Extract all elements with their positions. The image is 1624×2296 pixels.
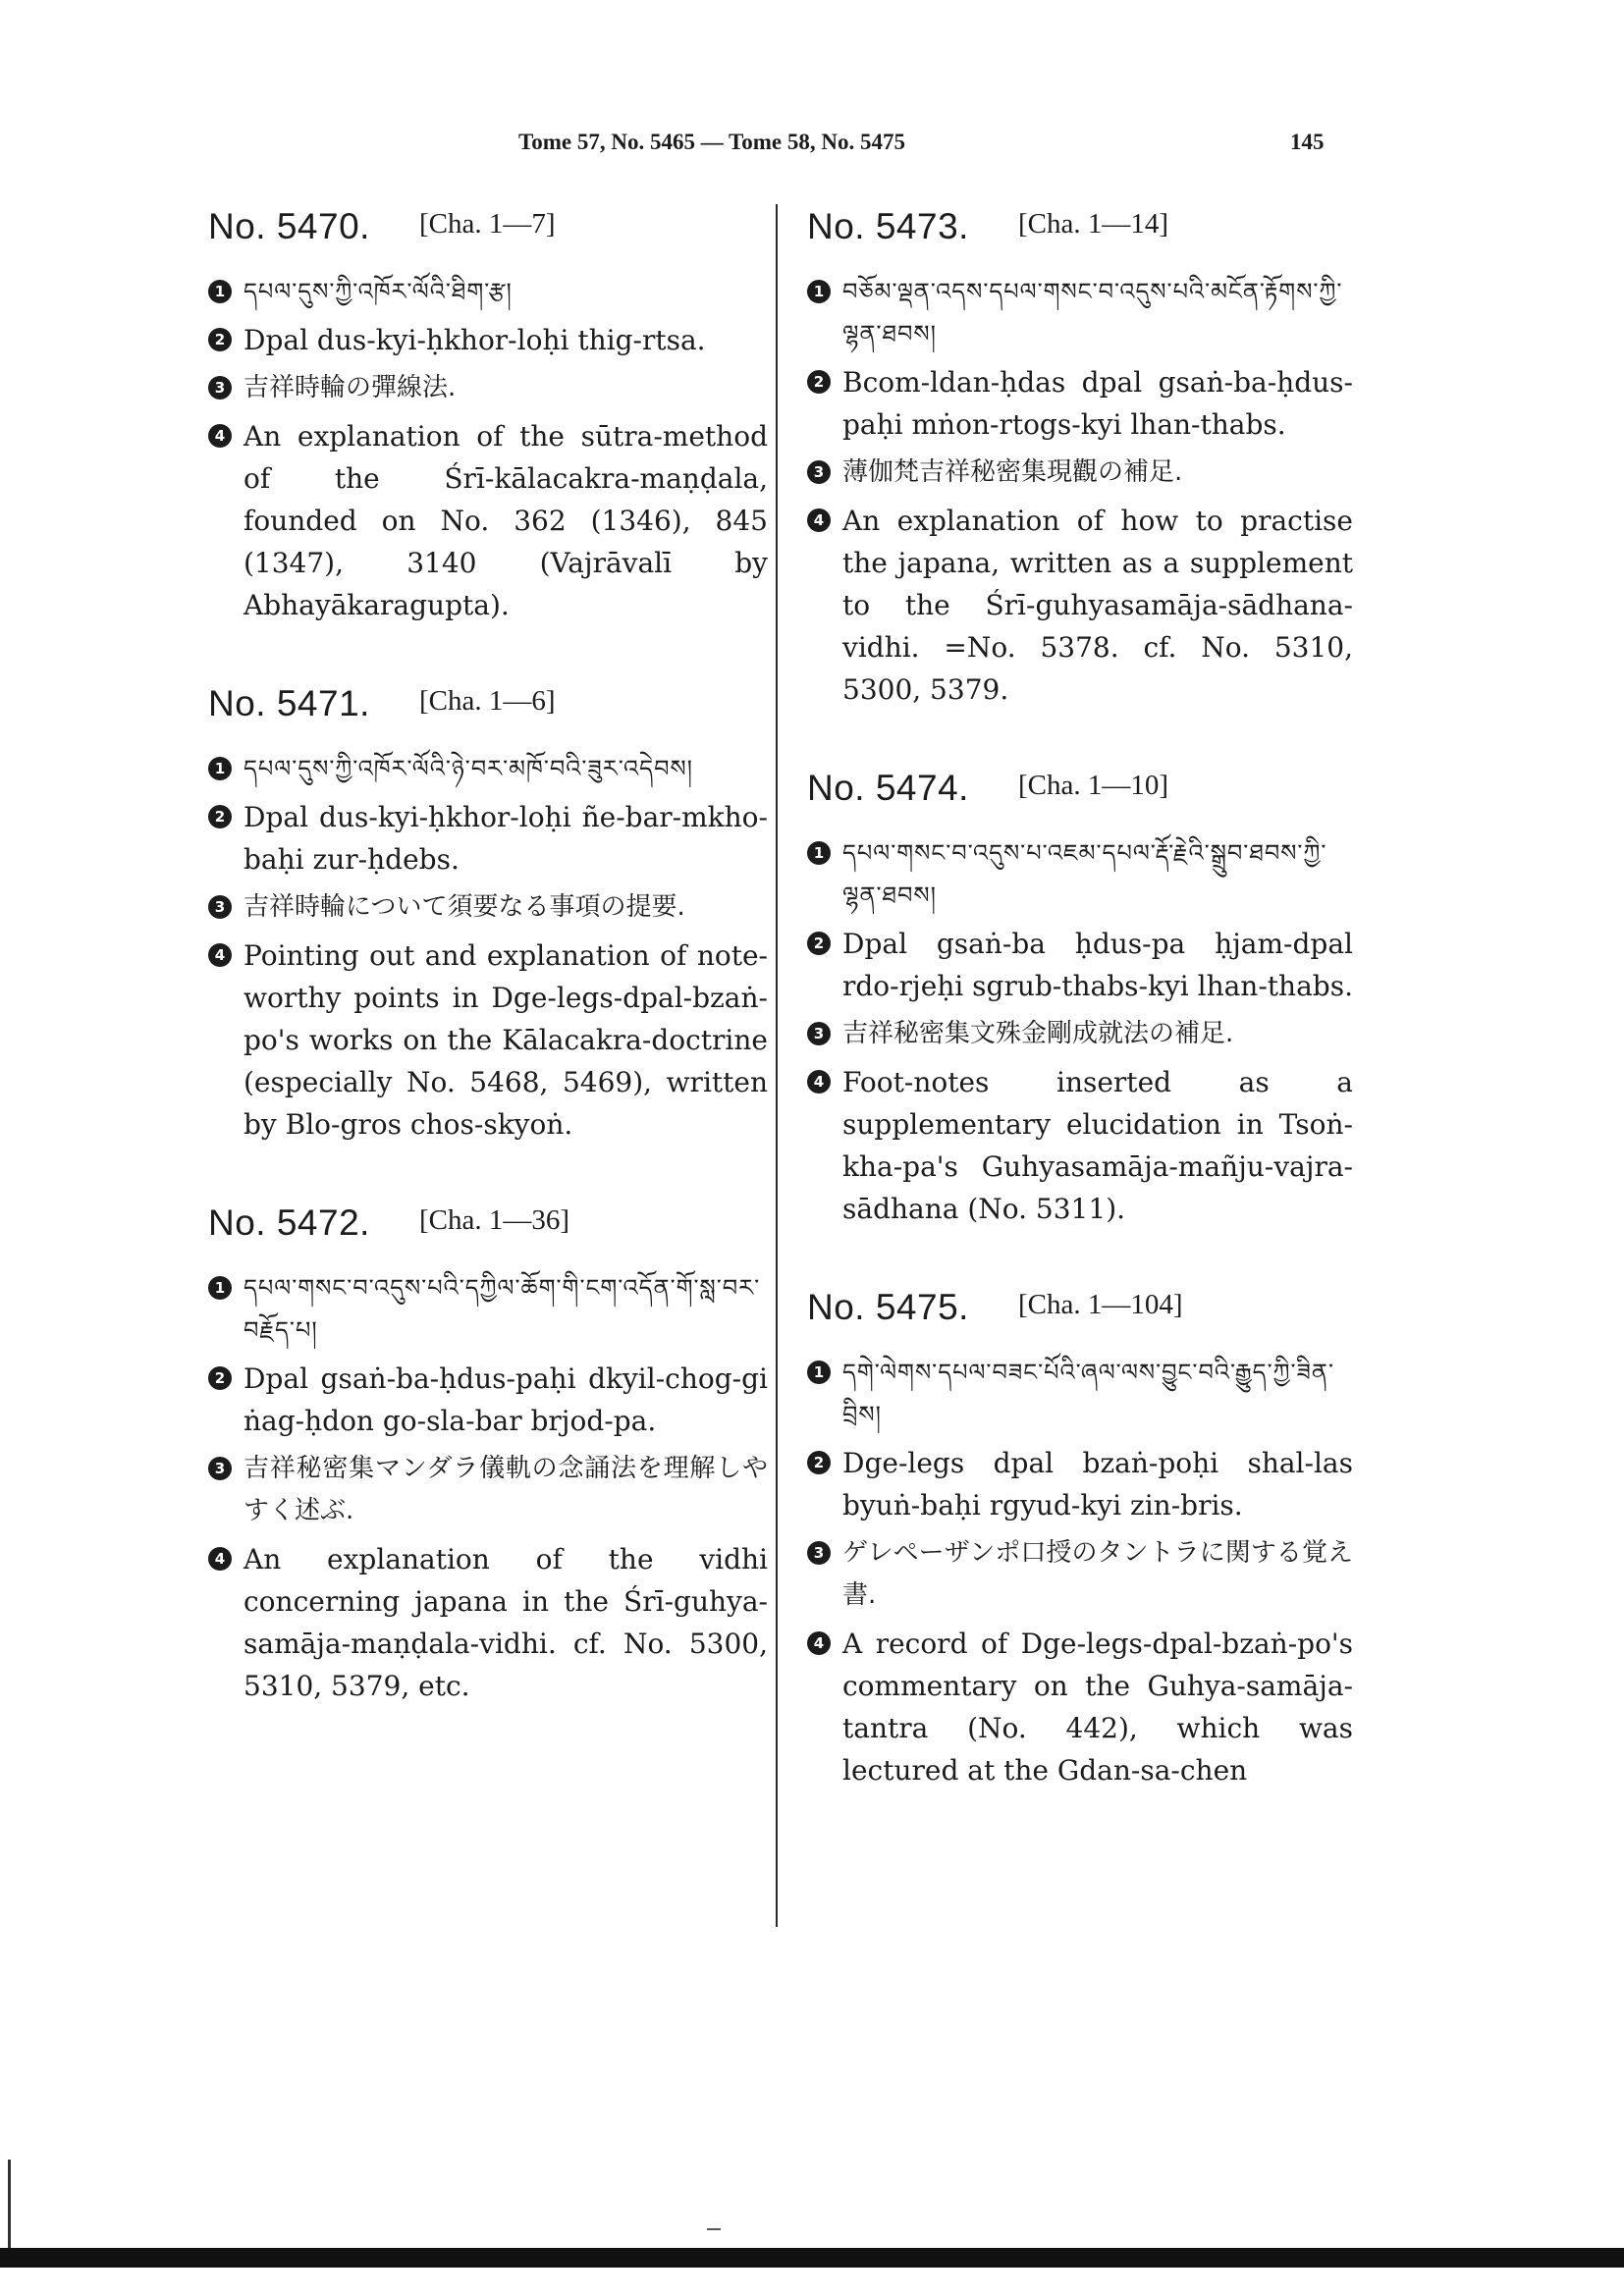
catalog-entry (807, 1287, 1353, 1791)
entry-heading (807, 206, 1353, 247)
entry-heading (807, 768, 1353, 809)
right-column (807, 206, 1353, 1848)
japanese-title: 吉祥時輪について須要なる事項の提要. (244, 892, 685, 922)
tibetan-title: དགེ་ལེགས་དཔལ་བཟང་པོའི་ཞལ་ལས་བྱུང་བའི་རྒྱུད་ཀྱི་ཟིན་བྲིས། (842, 1359, 1334, 1428)
description-field (807, 1061, 1353, 1230)
circled-number-2-icon: 2 (208, 1366, 232, 1390)
transliteration: Dpal dus-kyi-ḥkhor-loḥi thig-rtsa. (244, 324, 706, 356)
circled-number-1-icon: 1 (807, 1361, 831, 1384)
japanese-title: 薄伽梵吉祥秘密集現觀の補足. (842, 457, 1183, 487)
description: An explanation of the sūtra-method of the Śrī-kālacakra-maṇḍala, founded on No. 362 (1346), 845 (1347), 3140 (Vajrāvalī by Abhayākaragupta). (244, 420, 768, 621)
japanese-title-field (208, 1448, 768, 1532)
transliteration: Bcom-ldan-ḥdas dpal gsaṅ-ba-ḥdus-paḥi mṅon-rtogs-kyi lhan-thabs. (842, 366, 1353, 441)
entry-number: No. 5472. (208, 1202, 370, 1243)
catalog-entry (208, 1202, 768, 1707)
description-field (208, 1538, 768, 1707)
description: An explanation of how to practise the japana, written as a supplement to the Śrī-guhyasamāja-sādhana-vidhi. =No. 5378. cf. No. 5310, 5300, 5379. (842, 505, 1353, 706)
entry-heading (208, 206, 768, 247)
tibetan-title-field (807, 1352, 1353, 1436)
transliteration: Dpal dus-kyi-ḥkhor-loḥi ñe-bar-mkho-baḥi zur-ḥdebs. (244, 801, 768, 876)
circled-number-2-icon: 2 (807, 932, 831, 955)
entry-number: No. 5470. (208, 206, 370, 246)
entry-reference: [Cha. 1—36] (418, 1204, 569, 1236)
circled-number-1-icon: 1 (807, 841, 831, 865)
circled-number-3-icon: 3 (208, 895, 232, 919)
catalog-entry (807, 768, 1353, 1230)
japanese-title: 吉祥秘密集文殊金剛成就法の補足. (842, 1019, 1234, 1048)
description: An explanation of the vidhi concerning japana in the Śrī-guhya-samāja-maṇḍala-vidhi. cf. No. 5300, 5310, 5379, etc. (244, 1543, 768, 1702)
circled-number-4-icon: 4 (208, 1547, 232, 1571)
entry-number: No. 5473. (807, 206, 969, 246)
tibetan-title: དཔལ་གསང་བ་འདུས་པའི་དཀྱིལ་ཆོག་གི་ངག་འདོན་གོ་སླ་བར་བརྗོད་པ། (244, 1274, 761, 1344)
catalog-entry (208, 206, 768, 626)
entry-number: No. 5474. (807, 768, 969, 808)
catalog-entry (807, 206, 1353, 711)
circled-number-3-icon: 3 (807, 1022, 831, 1045)
page-number: 145 (1290, 130, 1325, 154)
transliteration: Dpal gsaṅ-ba ḥdus-pa ḥjam-dpal rdo-rjeḥi sgrub-thabs-kyi lhan-thabs. (842, 928, 1353, 1002)
entry-heading (807, 1287, 1353, 1328)
description: Foot-notes inserted as a supplementary elucidation in Tsoṅ-kha-pa's Guhyasamāja-mañju-vajra-sādhana (No. 5311). (842, 1066, 1353, 1225)
transliteration: Dge-legs dpal bzaṅ-poḥi shal-las byuṅ-baḥi rgyud-kyi zin-bris. (842, 1447, 1353, 1522)
circled-number-1-icon: 1 (208, 757, 232, 780)
tibetan-title: བཅོམ་ལྡན་འདས་དཔལ་གསང་བ་འདུས་པའི་མངོན་རྟོགས་ཀྱི་ལྷན་ཐབས། (842, 278, 1343, 347)
japanese-title-field (208, 367, 768, 409)
japanese-title-field (807, 1013, 1353, 1055)
circled-number-1-icon: 1 (208, 1276, 232, 1300)
circled-number-4-icon: 4 (807, 508, 831, 532)
entry-reference: [Cha. 1—6] (418, 685, 556, 717)
tibetan-title-field (208, 1267, 768, 1352)
description-field (807, 1623, 1353, 1791)
circled-number-4-icon: 4 (807, 1070, 831, 1094)
catalog-entry (208, 683, 768, 1146)
entry-reference: [Cha. 1—14] (1017, 208, 1168, 240)
left-column (208, 206, 768, 1764)
circled-number-1-icon: 1 (807, 280, 831, 303)
description-field (208, 934, 768, 1146)
entry-reference: [Cha. 1—7] (418, 208, 556, 240)
japanese-title: 吉祥秘密集マンダラ儀軌の念誦法を理解しやすく述ぶ. (244, 1454, 768, 1525)
japanese-title-field (807, 452, 1353, 494)
circled-number-3-icon: 3 (807, 460, 831, 484)
circled-number-2-icon: 2 (807, 370, 831, 394)
scan-margin-line (8, 2160, 11, 2253)
japanese-title: 吉祥時輪の彈線法. (244, 373, 457, 402)
circled-number-3-icon: 3 (807, 1541, 831, 1565)
japanese-title: ゲレペーザンポ口授のタントラに関する覚え書. (842, 1538, 1353, 1610)
japanese-title-field (208, 886, 768, 929)
entry-reference: [Cha. 1—104] (1017, 1289, 1183, 1320)
transliteration-field (208, 319, 768, 361)
description: A record of Dge-legs-dpal-bzaṅ-po's commentary on the Guhya-samāja-tantra (No. 442), which was lectured at the Gdan-sa-chen (842, 1628, 1353, 1787)
transliteration-field (807, 1442, 1353, 1526)
circled-number-1-icon: 1 (208, 280, 232, 303)
japanese-title-field (807, 1532, 1353, 1617)
tibetan-title-field (208, 748, 768, 790)
tibetan-title: དཔལ་གསང་བ་འདུས་པ་འཇམ་དཔལ་རྡོ་རྗེའི་སྒྲུབ་ཐབས་ཀྱི་ལྷན་ཐབས། (842, 839, 1327, 909)
circled-number-4-icon: 4 (208, 943, 232, 967)
entry-number: No. 5475. (807, 1287, 969, 1327)
transliteration-field (807, 923, 1353, 1007)
circled-number-3-icon: 3 (208, 376, 232, 400)
transliteration-field (208, 796, 768, 881)
entry-reference: [Cha. 1—10] (1017, 770, 1168, 801)
transliteration: Dpal gsaṅ-ba-ḥdus-paḥi dkyil-chog-gi ṅag-ḥdon go-sla-bar brjod-pa. (244, 1362, 768, 1437)
entry-number: No. 5471. (208, 683, 370, 723)
tibetan-title-field (807, 271, 1353, 355)
entry-heading (208, 1202, 768, 1244)
running-title: Tome 57, No. 5465 — Tome 58, No. 5475 (518, 130, 905, 154)
scan-footer-mark (707, 2228, 721, 2230)
description-field (807, 500, 1353, 711)
tibetan-title: དཔལ་དུས་ཀྱི་འཁོར་ལོའི་ཐིག་རྩ། (244, 278, 513, 305)
circled-number-2-icon: 2 (807, 1451, 831, 1474)
description-field (208, 415, 768, 626)
page-header (0, 130, 1624, 169)
circled-number-3-icon: 3 (208, 1457, 232, 1480)
tibetan-title-field (807, 832, 1353, 917)
circled-number-4-icon: 4 (208, 424, 232, 448)
scan-bottom-edge (0, 2248, 1624, 2268)
transliteration-field (208, 1358, 768, 1442)
tibetan-title: དཔལ་དུས་ཀྱི་འཁོར་ལོའི་ཉེ་བར་མཁོ་བའི་ཟུར་འདེབས། (244, 755, 693, 782)
description: Pointing out and explanation of note-worthy points in Dge-legs-dpal-bzaṅ-po's works on the Kālacakra-doctrine (especially No. 5468, 5469), written by Blo-gros chos-skyoṅ. (244, 939, 768, 1141)
column-divider (776, 204, 778, 1927)
transliteration-field (807, 361, 1353, 446)
tibetan-title-field (208, 271, 768, 313)
entry-heading (208, 683, 768, 724)
circled-number-4-icon: 4 (807, 1631, 831, 1655)
circled-number-2-icon: 2 (208, 805, 232, 828)
circled-number-2-icon: 2 (208, 328, 232, 351)
